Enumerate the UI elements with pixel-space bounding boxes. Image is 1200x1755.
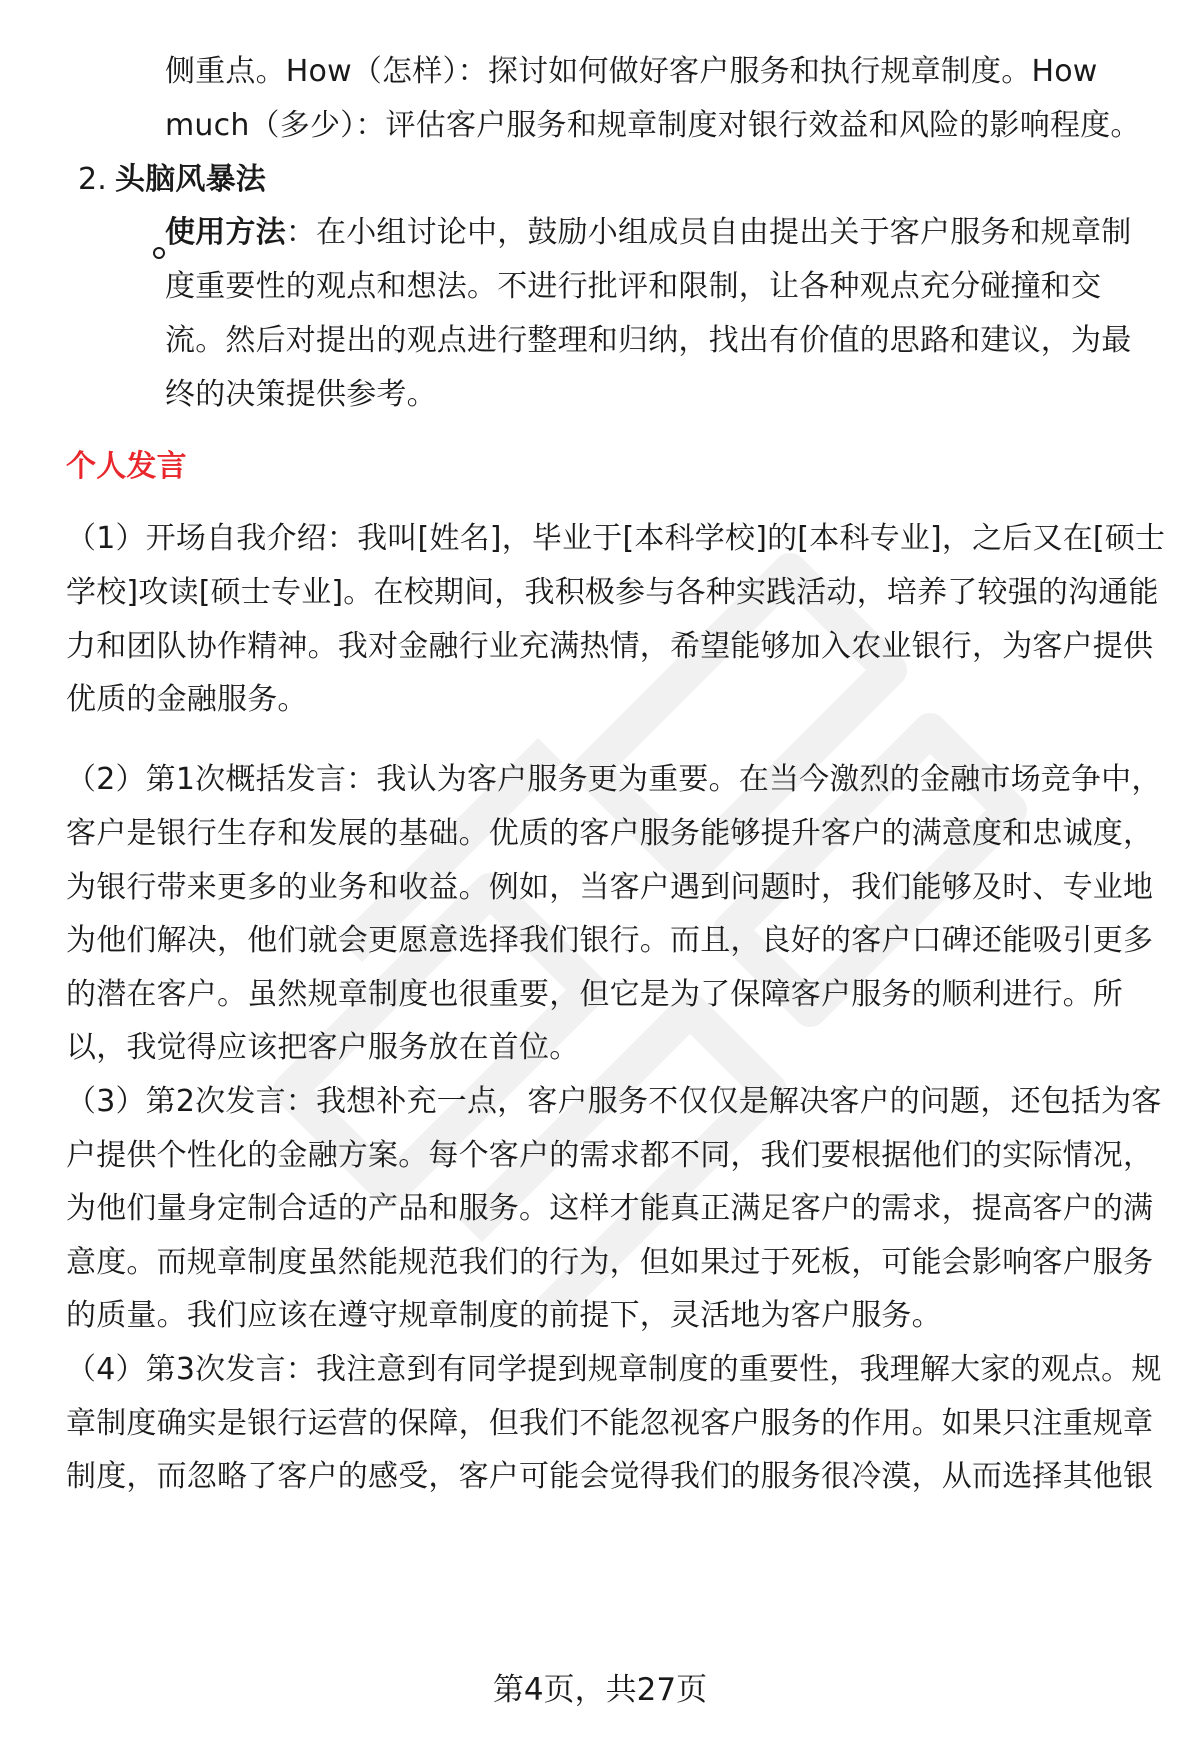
speech4-line: 制度，而忽略了客户的感受，客户可能会觉得我们的服务很冷漠，从而选择其他银 <box>66 1459 1154 1494</box>
usage-line-3: 流。然后对提出的观点进行整理和归纳，找出有价值的思路和建议，为最 <box>165 323 1132 358</box>
continuation-line-2: much（多少）：评估客户服务和规章制度对银行效益和风险的影响程度。 <box>165 108 1141 143</box>
speech1-line: 优质的金融服务。 <box>66 682 308 717</box>
speech3-line: 意度。而规章制度虽然能规范我们的行为，但如果过于死板，可能会影响客户服务 <box>66 1245 1154 1280</box>
speech2-line: 的潜在客户。虽然规章制度也很重要，但它是为了保障客户服务的顺利进行。所 <box>66 977 1123 1012</box>
speech1-line: 力和团队协作精神。我对金融行业充满热情，希望能够加入农业银行，为客户提供 <box>66 629 1154 664</box>
usage-line-1 <box>165 213 1131 253</box>
speech2-line: 客户是银行生存和发展的基础。优质的客户服务能够提升客户的满意度和忠诚度， <box>66 816 1154 851</box>
usage-line-2: 度重要性的观点和想法。不进行批评和限制，让各种观点充分碰撞和交 <box>165 269 1102 304</box>
speech4-line: 章制度确实是银行运营的保障，但我们不能忽视客户服务的作用。如果只注重规章 <box>66 1406 1154 1441</box>
page-number-footer: 第4页，共27页 <box>492 1672 708 1708</box>
speech3-line: （3）第2次发言：我想补充一点，客户服务不仅仅是解决客户的问题，还包括为客 <box>66 1084 1162 1119</box>
usage-text-1: ：在小组讨论中，鼓励小组成员自由提出关于客户服务和规章制 <box>285 215 1132 250</box>
speech4-line: （4）第3次发言：我注意到有同学提到规章制度的重要性，我理解大家的观点。规 <box>66 1352 1162 1387</box>
speech1-line: （1）开场自我介绍：我叫[姓名]，毕业于[本科学校]的[本科专业]，之后又在[硕士 <box>66 521 1166 556</box>
list-number: 2. <box>78 162 108 197</box>
speech2-line: 以，我觉得应该把客户服务放在首位。 <box>66 1030 580 1065</box>
usage-line-4: 终的决策提供参考。 <box>165 377 437 412</box>
continuation-line-1: 侧重点。How（怎样）：探讨如何做好客户服务和执行规章制度。How <box>165 54 1098 89</box>
speech1-line: 学校]攻读[硕士专业]。在校期间，我积极参与各种实践活动，培养了较强的沟通能 <box>66 575 1159 610</box>
speech2-line: 为银行带来更多的业务和收益。例如，当客户遇到问题时，我们能够及时、专业地 <box>66 870 1154 905</box>
speech3-line: 的质量。我们应该在遵守规章制度的前提下，灵活地为客户服务。 <box>66 1298 942 1333</box>
usage-label: 使用方法 <box>165 215 286 250</box>
bullet-circle-icon <box>153 247 165 259</box>
speech3-line: 户提供个性化的金融方案。每个客户的需求都不同，我们要根据他们的实际情况， <box>66 1138 1154 1173</box>
speech2-line: （2）第1次概括发言：我认为客户服务更为重要。在当今激烈的金融市场竞争中， <box>66 762 1162 797</box>
speech2-line: 为他们解决，他们就会更愿意选择我们银行。而且，良好的客户口碑还能吸引更多 <box>66 923 1154 958</box>
method-title: 头脑风暴法 <box>115 162 266 197</box>
speech3-line: 为他们量身定制合适的产品和服务。这样才能真正满足客户的需求，提高客户的满 <box>66 1191 1154 1226</box>
section-heading: 个人发言 <box>66 449 187 484</box>
